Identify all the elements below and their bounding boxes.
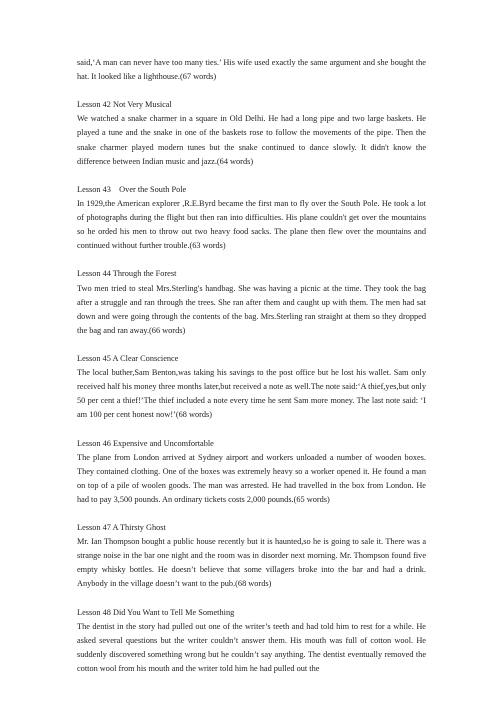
lesson-43 [77,183,426,253]
lesson-body: In 1929,the American explorer ,R.E.Byrd became the first man to fly over the South Pole. He took a lot of photographs during the flight but then ran into difficulties. His plane couldn't get over the mountains so he orded his men to throw out two heavy food sacks. The plane then flew over the mountains and continued without further trouble.(63 words) [77,198,426,251]
lesson-47 [77,521,426,591]
lesson-48 [77,606,426,676]
lesson-body: Two men tried to steal Mrs.Sterling's handbag. She was having a picnic at the time. They took the bag after a struggle and ran through the trees. She ran after them and caught up with them. The men had sat down and were going through the contents of the bag. Mrs.Sterling ran straight at them so they dropped the bag and ran away.(66 words) [77,283,426,335]
document-page [77,56,426,676]
lesson-46 [77,437,426,507]
lesson-title: Lesson 47 A Thirsty Ghost [77,523,166,533]
lesson-42 [77,98,426,168]
lesson-body: The plane from London arrived at Sydney airport and workers unloaded a number of wooden boxes. They contained clothing. One of the boxes was extremely heavy so a worker opened it. He found a man on top of a pile of woolen goods. The man was arrested. He had travelled in the box from London. He had to pay 3,500 pounds. An ordinary tickets costs 2,000 pounds.(65 words) [77,452,426,504]
lesson-body: We watched a snake charmer in a square in Old Delhi. He had a long pipe and two large baskets. He played a tune and the snake in one of the baskets rose to follow the movements of the pipe. Then the snake charmer played modern tunes but the snake continued to dance slowly. It didn't know the difference between Indian music and jazz.(64 words) [77,114,426,166]
lesson-title: Lesson 48 Did You Want to Tell Me Something [77,607,235,617]
lesson-title: Lesson 45 A Clear Conscience [77,353,179,363]
lesson-45 [77,352,426,422]
intro-paragraph: said,‘A man can never have too many ties.’ His wife used exactly the same argument and she bought the hat. It looked like a lighthouse.(67 words) [77,58,426,82]
lesson-title: Lesson 46 Expensive and Uncomfortable [77,438,214,448]
lesson-body: The local buther,Sam Benton,was taking his savings to the post office but he lost his wallet. Sam only received half his money three months later,but received a note as well.The note said:‘A thief,yes,but only 50 per cent a thief!’The thief included a note every time he sent Sam more money. The last note said: ‘I am 100 per cent honest now!’(68 words) [77,368,426,420]
lesson-title: Lesson 44 Through the Forest [77,269,177,279]
lesson-body: Mr. Ian Thompson bought a public house recently but it is haunted,so he is going to sale it. There was a strange noise in the bar one night and the room was in disorder next morning. Mr. Thompson found five empty whisky bottles. He doesn’t believe that some villagers broke into the bar and had a drink. Anybody in the village doesn’t want to the pub.(68 words) [77,537,426,589]
lesson-title: Lesson 43 Over the South Pole [77,184,187,194]
lesson-44 [77,267,426,337]
lesson-body: The dentist in the story had pulled out one of the writer’s teeth and had told him to rest for a while. He asked several questions but the writer couldn’t answer them. His mouth was full of cotton wool. He suddenly discovered something wrong but he couldn’t say anything. The dentist eventually removed the cotton wool from his mouth and the writer told him he had pulled out the [77,621,426,674]
lesson-title: Lesson 42 Not Very Musical [77,100,172,110]
